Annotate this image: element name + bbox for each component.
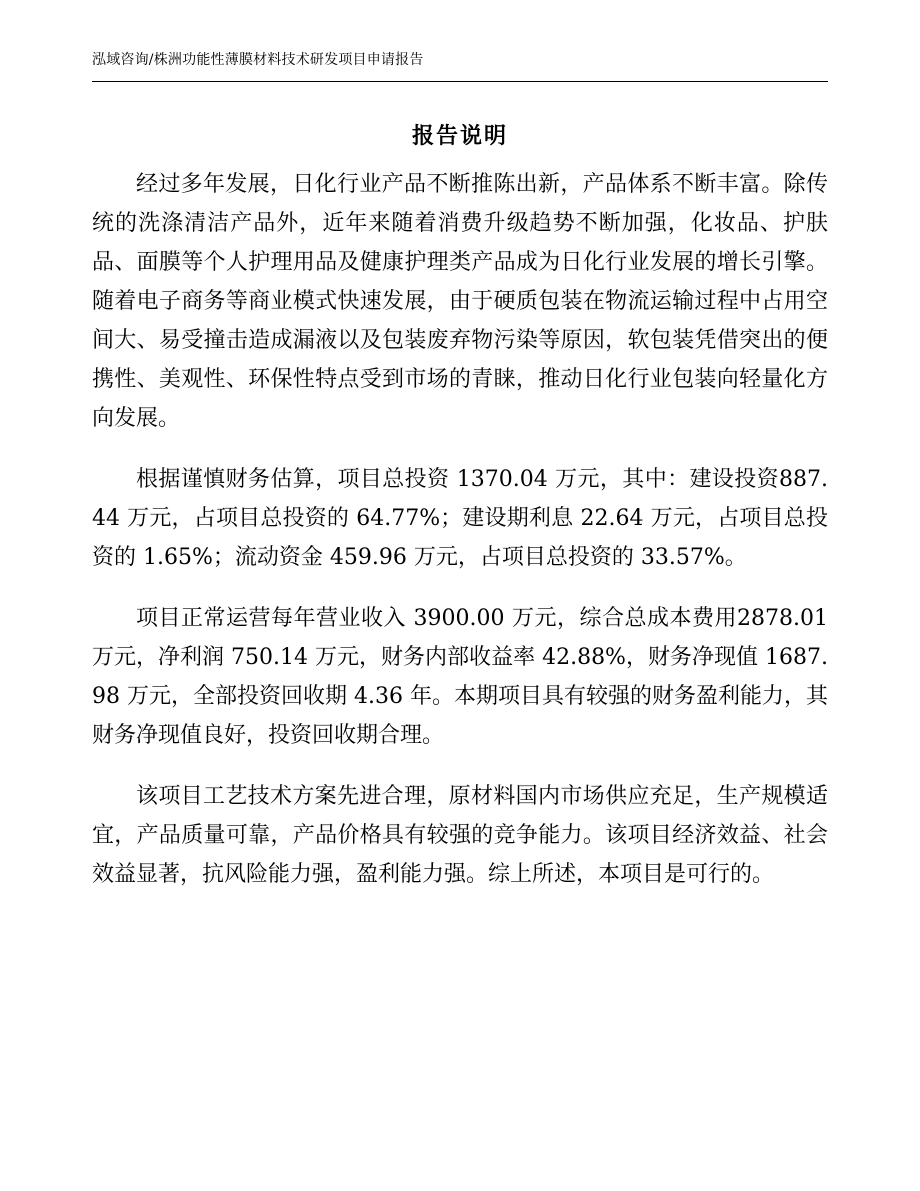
document-body (92, 165, 828, 916)
header-divider (92, 81, 828, 82)
paragraph-industry-background: 经过多年发展，日化行业产品不断推陈出新，产品体系不断丰富。除传统的洗涤清洁产品外，近年来随着消费升级趋势不断加强，化妆品、护肤品、面膜等个人护理用品及健康护理类产品成为日化行业发展的增长引擎。随着电子商务等商业模式快速发展，由于硬质包装在物流运输过程中占用空间大、易受撞击造成漏液以及包装废弃物污染等原因，软包装凭借突出的便携性、美观性、环保性特点受到市场的青睐，推动日化行业包装向轻量化方向发展。 (92, 172, 828, 431)
page-title: 报告说明 (411, 123, 508, 149)
paragraph-conclusion: 该项目工艺技术方案先进合理，原材料国内市场供应充足，生产规模适宜，产品质量可靠，产品价格具有较强的竞争能力。该项目经济效益、社会效益显著，抗风险能力强，盈利能力强。综上所述，本项目是可行的。 (92, 784, 828, 887)
paragraph-investment-estimate: 根据谨慎财务估算，项目总投资 1370.04 万元，其中：建设投资887.44 万元，占项目总投资的 64.77%；建设期利息 22.64 万元，占项目总投资的 1.65%；流动资金 459.96 万元，占项目总投资的 33.57%。 (92, 467, 828, 570)
running-header: 泓域咨询/株洲功能性薄膜材料技术研发项目申请报告 (92, 52, 424, 68)
paragraph-financial-returns: 项目正常运营每年营业收入 3900.00 万元，综合总成本费用2878.01 万元，净利润 750.14 万元，财务内部收益率 42.88%，财务净现值 1687.98 万元，全部投资回收期 4.36 年。本期项目具有较强的财务盈利能力，其财务净现值良好，投资回收期合理。 (92, 606, 828, 748)
